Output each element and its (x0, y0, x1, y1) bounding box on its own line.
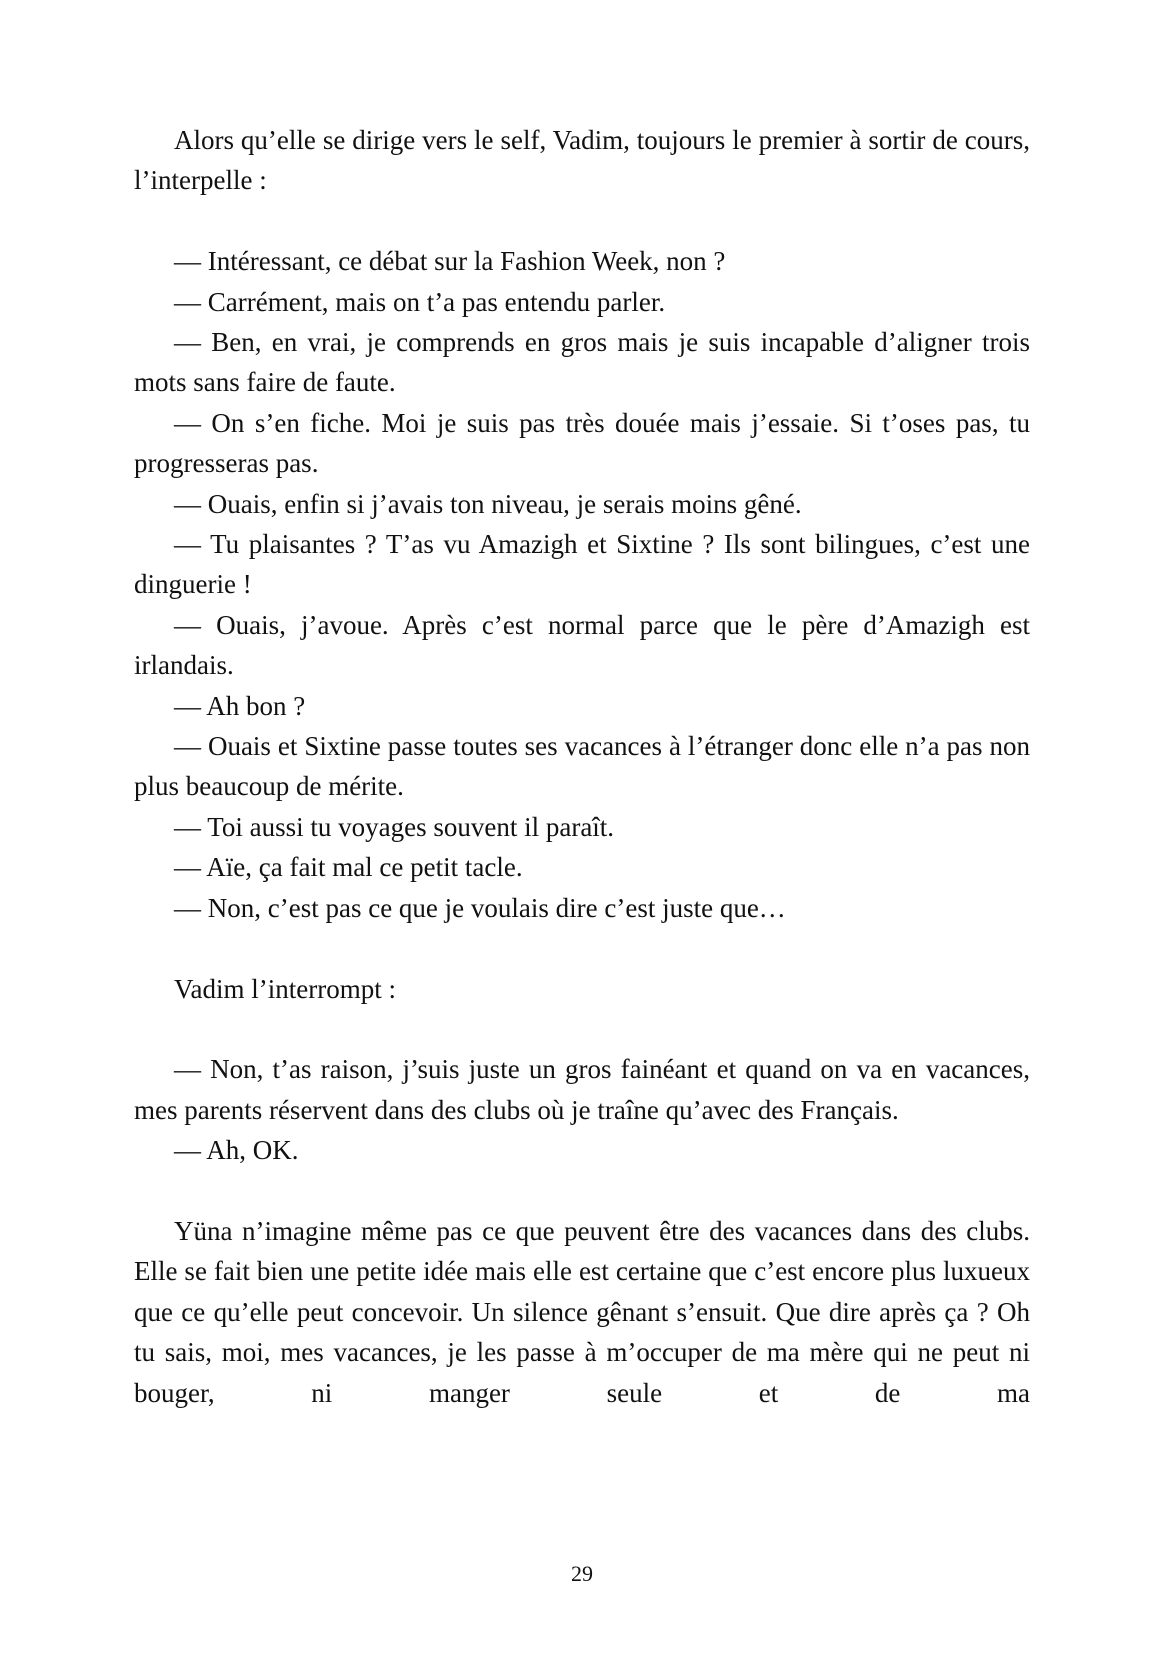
paragraph-gap (134, 928, 1030, 968)
dialogue-line-11: — Aïe, ça fait mal ce petit tacle. (174, 852, 523, 883)
dialogue-line-10: — Toi aussi tu voyages souvent il paraît. (174, 811, 615, 842)
paragraph-gap (134, 1009, 1030, 1049)
paragraph-narration-3: Yüna n’imagine même pas ce que peuvent être des vacances dans des clubs. Elle se fait bien une petite idée mais elle est certaine que c’est encore plus luxueux que ce qu’elle peut concevoir. Un silence gênant s’ensuit. Que dire après ça ? Oh tu sais, moi, mes vacances, je les passe à m’occuper de ma mère qui ne peut ni bouger, ni manger seule et de ma (134, 1215, 1030, 1408)
paragraph-gap (134, 1171, 1030, 1211)
dialogue-line-9: — Ouais et Sixtine passe toutes ses vacances à l’étranger donc elle n’a pas non plus beaucoup de mérite. (134, 731, 1030, 802)
dialogue-line-13: — Non, t’as raison, j’suis juste un gros fainéant et quand on va en vacances, mes parents réservent dans des clubs où je traîne qu’avec des Français. (134, 1054, 1030, 1125)
dialogue-line-12: — Non, c’est pas ce que je voulais dire c’est juste que… (174, 892, 786, 923)
dialogue-line-6: — Tu plaisantes ? T’as vu Amazigh et Sixtine ? Ils sont bilingues, c’est une dinguerie ! (134, 529, 1030, 600)
dialogue-line-2: — Carrément, mais on t’a pas entendu parler. (174, 286, 666, 317)
page-body (134, 120, 1030, 1413)
dialogue-line-3: — Ben, en vrai, je comprends en gros mais je suis incapable d’aligner trois mots sans faire de faute. (134, 327, 1030, 398)
paragraph-narration-1: Alors qu’elle se dirige vers le self, Vadim, toujours le premier à sortir de cours, l’interpelle : (134, 125, 1030, 196)
paragraph-narration-2: Vadim l’interrompt : (174, 973, 396, 1004)
dialogue-line-1: — Intéressant, ce débat sur la Fashion Week, non ? (174, 246, 726, 277)
dialogue-line-14: — Ah, OK. (174, 1135, 299, 1166)
dialogue-line-7: — Ouais, j’avoue. Après c’est normal parce que le père d’Amazigh est irlandais. (134, 609, 1030, 681)
dialogue-line-4: — On s’en fiche. Moi je suis pas très douée mais j’essaie. Si t’oses pas, tu progresseras pas. (134, 407, 1030, 479)
paragraph-gap (134, 201, 1030, 241)
dialogue-line-8: — Ah bon ? (174, 690, 306, 721)
page-number: 29 (571, 1561, 593, 1586)
dialogue-line-5: — Ouais, enfin si j’avais ton niveau, je serais moins gêné. (174, 488, 802, 519)
